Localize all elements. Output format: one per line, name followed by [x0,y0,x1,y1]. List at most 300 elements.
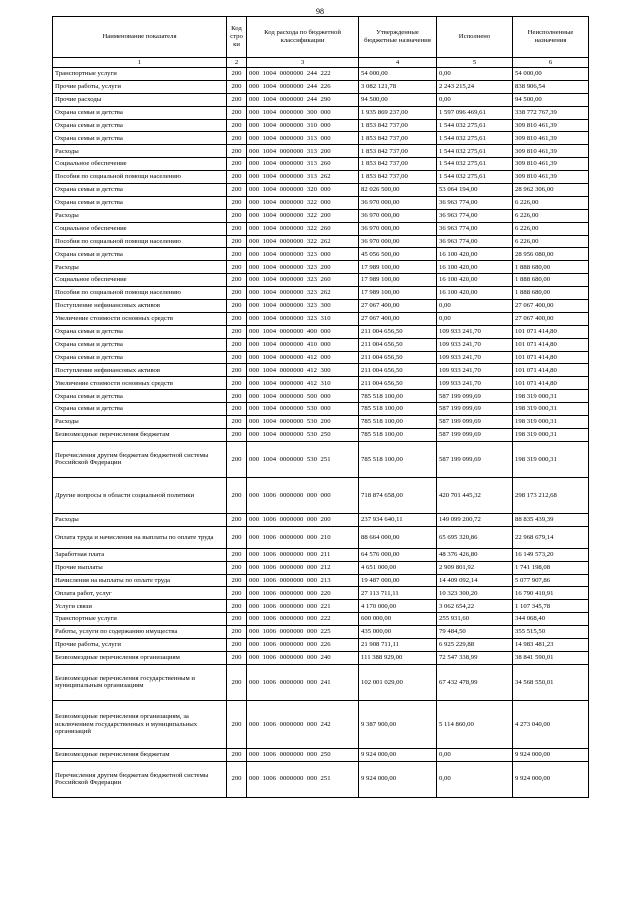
row-executed-amount: 16 100 420,00 [437,287,513,300]
row-approved-amount: 211 004 656,50 [359,377,437,390]
header-executed: Исполнено [437,17,513,58]
row-line-code: 200 [227,222,247,235]
row-unexecuted-amount: 198 319 000,31 [513,428,589,441]
row-expense-code: 000 1004 0000000 530 200 [247,416,359,429]
row-line-code: 200 [227,587,247,600]
table-row [53,526,589,548]
row-unexecuted-amount: 38 841 590,01 [513,651,589,664]
row-line-code: 200 [227,513,247,526]
row-unexecuted-amount: 9 924 000,00 [513,761,589,797]
row-approved-amount: 718 874 658,00 [359,477,437,513]
row-line-code: 200 [227,477,247,513]
row-expense-code: 000 1006 0000000 000 000 [247,477,359,513]
row-executed-amount: 3 062 654,22 [437,600,513,613]
row-approved-amount: 94 500,00 [359,93,437,106]
row-name: Прочие работы, услуги [53,638,227,651]
row-executed-amount: 72 547 338,99 [437,651,513,664]
row-expense-code: 000 1006 0000000 000 220 [247,587,359,600]
row-unexecuted-amount: 1 107 345,78 [513,600,589,613]
row-approved-amount: 1 853 842 737,00 [359,132,437,145]
row-approved-amount: 9 924 000,00 [359,761,437,797]
row-expense-code: 000 1006 0000000 000 250 [247,748,359,761]
row-line-code: 200 [227,638,247,651]
header-row [53,17,589,58]
table-row [53,477,589,513]
row-unexecuted-amount: 1 888 680,00 [513,261,589,274]
row-executed-amount: 16 100 420,00 [437,261,513,274]
row-name: Прочие расходы [53,93,227,106]
page-number: 98 [316,7,324,16]
row-line-code: 200 [227,364,247,377]
table-row [53,325,589,338]
row-expense-code: 000 1006 0000000 000 210 [247,526,359,548]
row-executed-amount: 1 544 032 275,61 [437,132,513,145]
row-unexecuted-amount: 101 071 414,80 [513,364,589,377]
row-unexecuted-amount: 6 226,00 [513,235,589,248]
row-executed-amount: 587 199 099,69 [437,403,513,416]
row-approved-amount: 211 004 656,50 [359,364,437,377]
row-unexecuted-amount: 101 071 414,80 [513,377,589,390]
row-name: Услуги связи [53,600,227,613]
row-name: Охрана семьи и детства [53,184,227,197]
row-unexecuted-amount: 88 835 439,39 [513,513,589,526]
row-name: Расходы [53,513,227,526]
row-expense-code: 000 1006 0000000 000 225 [247,626,359,639]
table-row [53,548,589,561]
row-line-code: 200 [227,441,247,477]
row-expense-code: 000 1006 0000000 000 221 [247,600,359,613]
row-name: Оплата работ, услуг [53,587,227,600]
row-line-code: 200 [227,390,247,403]
row-approved-amount: 785 518 100,00 [359,416,437,429]
row-line-code: 200 [227,248,247,261]
table-row [53,664,589,700]
table-row [53,132,589,145]
table-row [53,312,589,325]
row-executed-amount: 79 484,50 [437,626,513,639]
row-approved-amount: 3 082 121,78 [359,80,437,93]
row-unexecuted-amount: 309 810 461,39 [513,119,589,132]
row-approved-amount: 21 908 711,11 [359,638,437,651]
row-executed-amount: 14 409 092,14 [437,574,513,587]
row-expense-code: 000 1004 0000000 412 300 [247,364,359,377]
row-name: Поступление нефинансовых активов [53,300,227,313]
row-expense-code: 000 1004 0000000 323 000 [247,248,359,261]
header-unexecuted: Неисполненные назначения [513,17,589,58]
row-approved-amount: 27 067 400,00 [359,312,437,325]
row-line-code: 200 [227,700,247,748]
row-name: Охрана семьи и детства [53,351,227,364]
row-unexecuted-amount: 198 319 000,31 [513,441,589,477]
row-name: Безвозмездные перечисления бюджетам [53,748,227,761]
row-name: Охрана семьи и детства [53,119,227,132]
row-expense-code: 000 1004 0000000 313 262 [247,171,359,184]
table-row [53,300,589,313]
row-approved-amount: 785 518 100,00 [359,403,437,416]
table-row [53,441,589,477]
row-unexecuted-amount: 54 000,00 [513,68,589,81]
row-name: Начисления на выплаты по оплате труда [53,574,227,587]
row-unexecuted-amount: 344 068,40 [513,613,589,626]
row-name: Расходы [53,145,227,158]
row-approved-amount: 4 651 000,00 [359,561,437,574]
table-row [53,274,589,287]
row-executed-amount: 48 376 426,80 [437,548,513,561]
table-row [53,287,589,300]
row-executed-amount: 67 432 478,99 [437,664,513,700]
table-row [53,613,589,626]
row-line-code: 200 [227,287,247,300]
row-name: Увеличение стоимости основных средств [53,377,227,390]
row-executed-amount: 36 963 774,00 [437,235,513,248]
row-name: Оплата труда и начисления на выплаты по оплате труда [53,526,227,548]
row-line-code: 200 [227,561,247,574]
row-expense-code: 000 1006 0000000 000 200 [247,513,359,526]
row-approved-amount: 211 004 656,50 [359,325,437,338]
row-expense-code: 000 1004 0000000 322 200 [247,209,359,222]
table-row [53,651,589,664]
row-approved-amount: 82 026 500,00 [359,184,437,197]
row-expense-code: 000 1004 0000000 412 310 [247,377,359,390]
table-row [53,145,589,158]
row-line-code: 200 [227,526,247,548]
row-expense-code: 000 1006 0000000 000 222 [247,613,359,626]
row-name: Поступление нефинансовых активов [53,364,227,377]
row-unexecuted-amount: 4 273 040,00 [513,700,589,748]
row-executed-amount: 16 100 420,00 [437,248,513,261]
row-executed-amount: 587 199 099,69 [437,390,513,403]
row-name: Другие вопросы в области социальной политики [53,477,227,513]
row-executed-amount: 53 064 194,00 [437,184,513,197]
column-number: 6 [513,58,589,68]
row-expense-code: 000 1004 0000000 323 262 [247,287,359,300]
table-row [53,196,589,209]
row-expense-code: 000 1004 0000000 530 251 [247,441,359,477]
table-row [53,638,589,651]
row-expense-code: 000 1004 0000000 313 000 [247,132,359,145]
row-line-code: 200 [227,416,247,429]
row-name: Социальное обеспечение [53,158,227,171]
row-unexecuted-amount: 298 173 212,68 [513,477,589,513]
row-approved-amount: 9 924 000,00 [359,748,437,761]
header-name: Наименование показателя [53,17,227,58]
row-expense-code: 000 1004 0000000 323 260 [247,274,359,287]
row-expense-code: 000 1006 0000000 000 213 [247,574,359,587]
row-line-code: 200 [227,132,247,145]
row-unexecuted-amount: 101 071 414,80 [513,351,589,364]
row-expense-code: 000 1004 0000000 323 300 [247,300,359,313]
row-line-code: 200 [227,428,247,441]
row-name: Увеличение стоимости основных средств [53,312,227,325]
row-name: Заработная плата [53,548,227,561]
row-approved-amount: 102 001 029,00 [359,664,437,700]
row-expense-code: 000 1004 0000000 412 000 [247,351,359,364]
row-executed-amount: 109 933 241,70 [437,338,513,351]
row-expense-code: 000 1006 0000000 000 211 [247,548,359,561]
row-line-code: 200 [227,325,247,338]
row-executed-amount: 1 544 032 275,61 [437,171,513,184]
row-executed-amount: 255 931,60 [437,613,513,626]
row-unexecuted-amount: 28 956 080,00 [513,248,589,261]
row-approved-amount: 9 387 900,00 [359,700,437,748]
table-row [53,513,589,526]
row-executed-amount: 587 199 099,69 [437,441,513,477]
row-approved-amount: 17 989 100,00 [359,274,437,287]
row-unexecuted-amount: 309 810 461,39 [513,158,589,171]
column-number: 2 [227,58,247,68]
row-expense-code: 000 1004 0000000 320 000 [247,184,359,197]
row-approved-amount: 1 853 842 737,00 [359,145,437,158]
row-name: Охрана семьи и детства [53,132,227,145]
row-name: Охрана семьи и детства [53,338,227,351]
row-line-code: 200 [227,235,247,248]
row-approved-amount: 211 004 656,50 [359,338,437,351]
header-approved: Утвержденные бюджетные назначения [359,17,437,58]
row-expense-code: 000 1004 0000000 300 000 [247,106,359,119]
table-row [53,761,589,797]
row-approved-amount: 111 388 929,00 [359,651,437,664]
row-line-code: 200 [227,106,247,119]
row-approved-amount: 1 853 842 737,00 [359,119,437,132]
row-executed-amount: 6 925 229,88 [437,638,513,651]
row-executed-amount: 2 909 801,92 [437,561,513,574]
row-approved-amount: 64 576 000,00 [359,548,437,561]
row-approved-amount: 600 000,00 [359,613,437,626]
row-approved-amount: 36 970 000,00 [359,196,437,209]
row-line-code: 200 [227,300,247,313]
table-row [53,600,589,613]
row-line-code: 200 [227,93,247,106]
row-expense-code: 000 1006 0000000 000 251 [247,761,359,797]
row-approved-amount: 19 487 000,00 [359,574,437,587]
row-executed-amount: 0,00 [437,312,513,325]
table-row [53,338,589,351]
column-number: 3 [247,58,359,68]
row-expense-code: 000 1006 0000000 000 242 [247,700,359,748]
row-unexecuted-amount: 198 319 000,31 [513,390,589,403]
row-executed-amount: 16 100 420,00 [437,274,513,287]
row-unexecuted-amount: 27 067 400,00 [513,300,589,313]
header-line-code: Код стро ки [227,17,247,58]
header-expense-code: Код расхода по бюджетной классификации [247,17,359,58]
row-expense-code: 000 1004 0000000 530 000 [247,403,359,416]
row-unexecuted-amount: 838 906,54 [513,80,589,93]
row-unexecuted-amount: 309 810 461,39 [513,171,589,184]
table-row [53,80,589,93]
row-expense-code: 000 1004 0000000 500 000 [247,390,359,403]
row-name: Прочие работы, услуги [53,80,227,93]
row-executed-amount: 1 597 096 469,61 [437,106,513,119]
row-unexecuted-amount: 34 568 550,01 [513,664,589,700]
row-unexecuted-amount: 16 790 410,91 [513,587,589,600]
row-line-code: 200 [227,312,247,325]
row-expense-code: 000 1006 0000000 000 241 [247,664,359,700]
row-name: Охрана семьи и детства [53,248,227,261]
row-name: Транспортные услуги [53,613,227,626]
row-line-code: 200 [227,664,247,700]
row-name: Безвозмездные перечисления организациям, за исключением государственных и муниципальных организаций [53,700,227,748]
row-executed-amount: 149 099 200,72 [437,513,513,526]
table-row [53,171,589,184]
row-unexecuted-amount: 338 772 767,39 [513,106,589,119]
row-executed-amount: 65 695 320,86 [437,526,513,548]
row-name: Пособия по социальной помощи населению [53,171,227,184]
row-line-code: 200 [227,171,247,184]
row-name: Пособия по социальной помощи населению [53,287,227,300]
row-line-code: 200 [227,548,247,561]
row-expense-code: 000 1004 0000000 323 310 [247,312,359,325]
column-number-row [53,58,589,68]
row-expense-code: 000 1004 0000000 400 000 [247,325,359,338]
row-executed-amount: 0,00 [437,300,513,313]
row-approved-amount: 36 970 000,00 [359,235,437,248]
row-approved-amount: 785 518 100,00 [359,428,437,441]
row-line-code: 200 [227,68,247,81]
row-executed-amount: 109 933 241,70 [437,325,513,338]
row-approved-amount: 435 000,00 [359,626,437,639]
table-row [53,351,589,364]
row-approved-amount: 4 170 000,00 [359,600,437,613]
row-unexecuted-amount: 6 226,00 [513,209,589,222]
row-executed-amount: 587 199 099,69 [437,428,513,441]
row-name: Безвозмездные перечисления государственным и муниципальным организациям [53,664,227,700]
row-unexecuted-amount: 309 810 461,39 [513,145,589,158]
row-executed-amount: 36 963 774,00 [437,222,513,235]
column-number: 4 [359,58,437,68]
row-unexecuted-amount: 9 924 000,00 [513,748,589,761]
row-unexecuted-amount: 6 226,00 [513,222,589,235]
row-line-code: 200 [227,600,247,613]
row-executed-amount: 36 963 774,00 [437,209,513,222]
row-line-code: 200 [227,261,247,274]
row-expense-code: 000 1006 0000000 000 226 [247,638,359,651]
row-executed-amount: 2 243 215,24 [437,80,513,93]
row-name: Перечисления другим бюджетам бюджетной системы Российской Федерации [53,441,227,477]
row-expense-code: 000 1004 0000000 313 200 [247,145,359,158]
row-unexecuted-amount: 198 319 000,31 [513,403,589,416]
table-row [53,364,589,377]
row-name: Безвозмездные перечисления бюджетам [53,428,227,441]
row-name: Расходы [53,416,227,429]
row-approved-amount: 54 000,00 [359,68,437,81]
row-unexecuted-amount: 27 067 400,00 [513,312,589,325]
row-approved-amount: 785 518 100,00 [359,441,437,477]
row-line-code: 200 [227,761,247,797]
row-line-code: 200 [227,626,247,639]
table-row [53,748,589,761]
row-approved-amount: 17 989 100,00 [359,287,437,300]
row-unexecuted-amount: 14 983 481,23 [513,638,589,651]
table-row [53,416,589,429]
row-approved-amount: 36 970 000,00 [359,222,437,235]
row-expense-code: 000 1004 0000000 410 000 [247,338,359,351]
row-name: Транспортные услуги [53,68,227,81]
row-unexecuted-amount: 5 077 907,86 [513,574,589,587]
row-executed-amount: 109 933 241,70 [437,377,513,390]
row-expense-code: 000 1004 0000000 313 260 [247,158,359,171]
row-approved-amount: 27 067 400,00 [359,300,437,313]
row-name: Работы, услуги по содержанию имущества [53,626,227,639]
row-name: Безвозмездные перечисления организациям [53,651,227,664]
row-unexecuted-amount: 6 226,00 [513,196,589,209]
table-row [53,158,589,171]
table-row [53,403,589,416]
row-expense-code: 000 1006 0000000 000 240 [247,651,359,664]
table-row [53,626,589,639]
row-unexecuted-amount: 1 888 680,00 [513,287,589,300]
column-number: 5 [437,58,513,68]
row-line-code: 200 [227,80,247,93]
row-approved-amount: 17 989 100,00 [359,261,437,274]
row-executed-amount: 10 323 300,20 [437,587,513,600]
table-row [53,561,589,574]
table-row [53,209,589,222]
row-unexecuted-amount: 1 888 680,00 [513,274,589,287]
row-line-code: 200 [227,338,247,351]
table-row [53,390,589,403]
row-executed-amount: 587 199 099,69 [437,416,513,429]
table-row [53,574,589,587]
row-name: Охрана семьи и детства [53,196,227,209]
table-row [53,93,589,106]
row-unexecuted-amount: 101 071 414,80 [513,338,589,351]
table-row [53,261,589,274]
row-executed-amount: 0,00 [437,748,513,761]
row-name: Охрана семьи и детства [53,325,227,338]
table-row [53,700,589,748]
row-approved-amount: 88 664 000,00 [359,526,437,548]
row-executed-amount: 1 544 032 275,61 [437,119,513,132]
row-unexecuted-amount: 309 810 461,39 [513,132,589,145]
row-unexecuted-amount: 16 149 573,20 [513,548,589,561]
row-expense-code: 000 1006 0000000 000 212 [247,561,359,574]
row-name: Расходы [53,209,227,222]
row-unexecuted-amount: 1 741 198,08 [513,561,589,574]
row-line-code: 200 [227,651,247,664]
row-approved-amount: 45 056 500,00 [359,248,437,261]
row-unexecuted-amount: 355 515,50 [513,626,589,639]
row-line-code: 200 [227,574,247,587]
row-name: Прочие выплаты [53,561,227,574]
row-name: Социальное обеспечение [53,222,227,235]
row-line-code: 200 [227,158,247,171]
row-executed-amount: 109 933 241,70 [437,364,513,377]
row-line-code: 200 [227,209,247,222]
table-row [53,184,589,197]
row-approved-amount: 211 004 656,50 [359,351,437,364]
row-approved-amount: 785 518 100,00 [359,390,437,403]
row-executed-amount: 1 544 032 275,61 [437,145,513,158]
row-unexecuted-amount: 22 968 679,14 [513,526,589,548]
row-line-code: 200 [227,119,247,132]
table-body [53,68,589,798]
row-name: Расходы [53,261,227,274]
row-expense-code: 000 1004 0000000 323 200 [247,261,359,274]
row-approved-amount: 1 853 842 737,00 [359,158,437,171]
row-line-code: 200 [227,613,247,626]
row-expense-code: 000 1004 0000000 322 262 [247,235,359,248]
row-expense-code: 000 1004 0000000 322 260 [247,222,359,235]
row-executed-amount: 0,00 [437,761,513,797]
table-row [53,587,589,600]
row-executed-amount: 0,00 [437,68,513,81]
row-approved-amount: 1 935 869 237,00 [359,106,437,119]
row-unexecuted-amount: 101 071 414,80 [513,325,589,338]
row-unexecuted-amount: 28 962 306,00 [513,184,589,197]
row-line-code: 200 [227,377,247,390]
row-approved-amount: 36 970 000,00 [359,209,437,222]
table-row [53,235,589,248]
